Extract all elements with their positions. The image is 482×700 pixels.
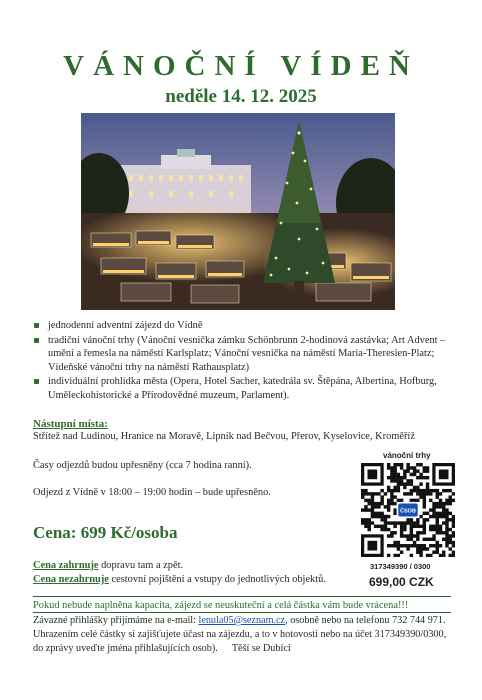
departure-times-note: Časy odjezdů budou upřesněny (cca 7 hodina ranní). — [33, 460, 252, 471]
qr-caption: vánoční trhy — [383, 451, 431, 460]
price-excludes-label: Cena nezahrnuje — [33, 574, 109, 585]
divider — [33, 612, 451, 613]
contact-text: , osobně nebo na telefonu 732 744 971. Uhrazením celé částky si zajišťujete účast na zájezdu, a to v hotovosti nebo na účet 317349390/0300, do zprávy uveďte jména přihlašujících osob). — [33, 615, 447, 654]
highlights-list — [32, 319, 452, 404]
price-excludes — [33, 574, 326, 585]
capacity-warning: Pokud nebude naplněna kapacita, zájezd se neuskuteční a celá částka vám bude vrácena!!! — [33, 600, 409, 611]
signoff: Těší se Dubíci — [231, 643, 291, 654]
price-heading: Cena: 699 Kč/osoba — [33, 523, 178, 542]
list-item: individuální prohlídka města (Opera, Hotel Sacher, katedrála sv. Štěpána, Albertina, Hofburg, Uměleckohistorické a Přírodovědné muzeum, Parlament). — [32, 375, 452, 402]
qr-account: 317349390 / 0300 — [370, 562, 431, 571]
bank-logo-text: ČSOB — [400, 508, 416, 515]
contact-email-link[interactable]: lenula05@seznam.cz — [198, 615, 286, 626]
boarding-heading: Nástupní místa: — [33, 418, 108, 430]
price-includes-label: Cena zahrnuje — [33, 560, 99, 571]
price-excludes-text: cestovní pojištění a vstupy do jednotlivých objektů. — [108, 574, 326, 585]
price-includes-text: dopravu tam a zpět. — [98, 560, 184, 571]
contact-text: Závazné přihlášky přijímáme na e-mail: — [33, 615, 199, 626]
payment-qr-icon[interactable] — [361, 463, 455, 557]
return-departure-note: Odjezd z Vídně v 18:00 – 19:00 hodin – bude upřesněno. — [33, 487, 271, 498]
contact-paragraph — [33, 614, 451, 656]
boarding-towns: Střítež nad Ludinou, Hranice na Moravě, Lipník nad Bečvou, Přerov, Kyselovice, Kroměříž — [33, 431, 415, 442]
page-title: VÁNOČNÍ VÍDEŇ — [63, 50, 419, 82]
list-item: tradiční vánoční trhy (Vánoční vesnička zámku Schönbrunn 2-hodinová zastávka; Art Advent – umění a řemesla na náměstí Karlsplatz; Vánoční vesnička na náměstí Maria-Theresien-Platz; Vídeňské vánoční trhy na náměstí Rathausplatz) — [32, 334, 452, 375]
christmas-market-photo — [81, 113, 395, 310]
list-item: jednodenní adventní zájezd do Vídně — [32, 319, 452, 333]
price-includes — [33, 560, 183, 571]
event-date: neděle 14. 12. 2025 — [165, 86, 317, 107]
divider — [33, 596, 451, 597]
qr-amount: 699,00 CZK — [369, 575, 434, 589]
